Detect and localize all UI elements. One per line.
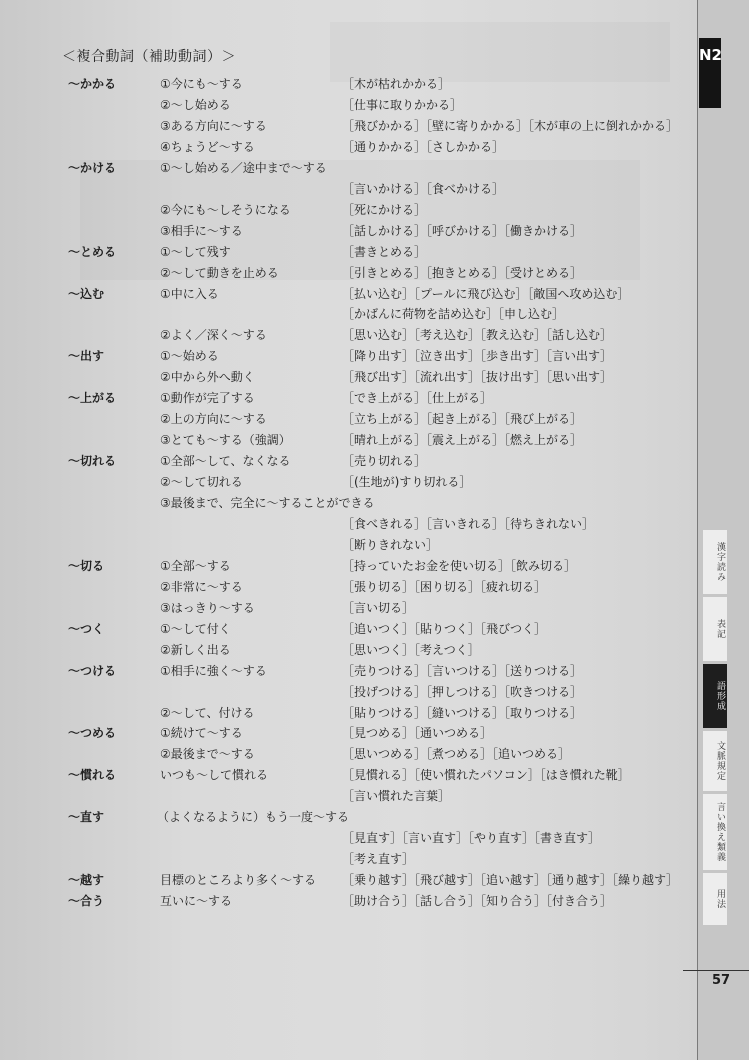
- verb-keyword: ～上がる: [68, 391, 117, 406]
- list-row: [0, 702, 690, 723]
- verb-examples: ［見直す］［言い直す］［やり直す］［書き直す］: [342, 831, 601, 846]
- tab-kanji-reading[interactable]: 漢字読み: [703, 530, 727, 594]
- list-row: [0, 764, 690, 785]
- verb-keyword: ～切れる: [68, 454, 117, 469]
- list-row: [0, 199, 690, 220]
- verb-keyword: ～越す: [68, 873, 105, 888]
- verb-meaning: ①今にも～する: [160, 77, 243, 91]
- verb-examples: ［話しかける］［呼びかける］［働きかける］: [342, 223, 583, 238]
- verb-meaning: ②～して切れる: [160, 475, 243, 490]
- list-row: [0, 534, 690, 555]
- verb-examples: ［でき上がる］［仕上がる］: [342, 391, 493, 406]
- verb-meaning: ①動作が完了する: [160, 391, 255, 406]
- verb-examples: ［投げつける］［押しつける］［吹きつける］: [342, 684, 583, 699]
- list-row: [0, 366, 690, 387]
- verb-meaning: ④ちょうど～する: [160, 139, 255, 154]
- verb-examples: ［晴れ上がる］［震え上がる］［燃え上がる］: [342, 433, 583, 448]
- list-row: [0, 555, 690, 576]
- tab-paraphrase[interactable]: 言い換え類義: [703, 794, 727, 870]
- verb-examples: ［食べきれる］［言いきれる］［待ちきれない］: [342, 516, 595, 531]
- verb-examples: ［降り出す］［泣き出す］［歩き出す］［言い出す］: [342, 349, 613, 364]
- verb-examples: ［思いつく］［考えつく］: [342, 642, 480, 657]
- list-row: [0, 262, 690, 283]
- list-row: [0, 576, 690, 597]
- verb-meaning: ③はっきり～する: [160, 600, 255, 615]
- verb-examples: ［死にかける］: [342, 202, 427, 217]
- list-row: [0, 806, 690, 827]
- list-row: [0, 450, 690, 471]
- verb-meaning: ③ある方向に～する: [160, 118, 267, 133]
- verb-keyword: ～直す: [68, 810, 105, 825]
- page-number-rule: [683, 970, 749, 971]
- list-row: [0, 471, 690, 492]
- list-row: [0, 785, 690, 806]
- verb-meaning: ①全部～する: [160, 558, 231, 573]
- list-row: [0, 94, 690, 115]
- verb-examples: ［持っていたお金を使い切る］［飲み切る］: [342, 558, 577, 573]
- verb-keyword: ～つく: [68, 621, 105, 636]
- verb-examples: ［乗り越す］［飛び越す］［追い越す］［通り越す］［繰り越す］: [342, 873, 679, 888]
- verb-keyword: ～合う: [68, 894, 105, 909]
- verb-examples: ［売りつける］［言いつける］［送りつける］: [342, 663, 583, 678]
- verb-examples: ［見つめる］［通いつめる］: [342, 726, 493, 741]
- verb-meaning: ②中から外へ動く: [160, 370, 255, 385]
- verb-meaning: ①続けて～する: [160, 726, 243, 741]
- list-row: [0, 303, 690, 324]
- verb-examples: ［言い切る］: [342, 600, 415, 615]
- list-row: [0, 492, 690, 513]
- verb-keyword: ～つめる: [68, 726, 117, 741]
- section-tabs: [703, 530, 727, 928]
- verb-keyword: ～かかる: [68, 77, 117, 91]
- list-row: [0, 324, 690, 345]
- verb-examples: ［かばんに荷物を詰め込む］［申し込む］: [342, 307, 565, 322]
- verb-meaning: ③最後まで、完全に～することができる: [160, 496, 375, 510]
- list-row: [0, 513, 690, 534]
- verb-meaning: ①～して付く: [160, 621, 231, 636]
- verb-examples: ［断りきれない］: [342, 537, 439, 552]
- page-number: 57: [712, 973, 731, 988]
- verb-examples: ［木が枯れかかる］: [342, 77, 451, 91]
- verb-examples: ［払い込む］［プールに飛び込む］［敵国へ攻め込む］: [342, 286, 630, 301]
- verb-examples: ［張り切る］［困り切る］［疲れ切る］: [342, 579, 547, 594]
- list-row: [0, 115, 690, 136]
- verb-meaning: ①相手に強く～する: [160, 663, 267, 678]
- tab-notation[interactable]: 表記: [703, 597, 727, 661]
- verb-meaning: いつも～して慣れる: [160, 768, 269, 783]
- verb-meaning: ②～し始める: [160, 97, 231, 112]
- level-badge: N2: [699, 38, 721, 108]
- list-row: [0, 429, 690, 450]
- list-row: [0, 681, 690, 702]
- tab-context[interactable]: 文脈規定: [703, 731, 727, 791]
- list-row: [0, 848, 690, 869]
- list-row: [0, 387, 690, 408]
- verb-meaning: ②新しく出る: [160, 642, 231, 657]
- verb-examples: ［思い込む］［考え込む］［教え込む］［話し込む］: [342, 328, 613, 343]
- list-row: [0, 283, 690, 304]
- verb-examples: ［(生地が)すり切れる］: [342, 475, 472, 490]
- verb-meaning: ③とても～する（強調）: [160, 433, 291, 448]
- list-row: [0, 639, 690, 660]
- verb-meaning: ①全部～して、なくなる: [160, 454, 291, 469]
- verb-examples: ［言いかける］［食べかける］: [342, 181, 505, 196]
- section-heading: ＜複合動詞（補助動詞）＞: [62, 49, 236, 65]
- verb-meaning: ②最後まで～する: [160, 747, 255, 762]
- verb-meaning: 目標のところより多く～する: [160, 873, 317, 888]
- verb-examples: ［仕事に取りかかる］: [342, 97, 463, 112]
- verb-keyword: ～つける: [68, 663, 117, 678]
- verb-meaning: ②～して、付ける: [160, 705, 255, 720]
- verb-examples: ［思いつめる］［煮つめる］［追いつめる］: [342, 747, 571, 762]
- verb-examples: ［助け合う］［話し合う］［知り合う］［付き合う］: [342, 894, 613, 909]
- verb-examples: ［言い慣れた言葉］: [342, 789, 451, 804]
- verb-keyword: ～出す: [68, 349, 105, 364]
- list-row: [0, 743, 690, 764]
- verb-keyword: ～込む: [68, 286, 105, 301]
- verb-meaning: ①～して残す: [160, 244, 231, 259]
- list-row: [0, 157, 690, 178]
- tab-usage[interactable]: 用法: [703, 873, 727, 925]
- verb-examples: ［書きとめる］: [342, 244, 427, 259]
- list-row: [0, 890, 690, 911]
- verb-meaning: ②今にも～しそうになる: [160, 202, 291, 217]
- verb-examples: ［引きとめる］［抱きとめる］［受けとめる］: [342, 265, 583, 280]
- list-row: [0, 220, 690, 241]
- list-row: [0, 869, 690, 890]
- list-row: [0, 597, 690, 618]
- verb-meaning: ②上の方向に～する: [160, 412, 267, 427]
- verb-examples: ［飛び出す］［流れ出す］［抜け出す］［思い出す］: [342, 370, 613, 385]
- verb-meaning: ①～始める: [160, 349, 219, 364]
- verb-meaning: ②よく／深く～する: [160, 328, 267, 343]
- verb-keyword: ～とめる: [68, 244, 117, 259]
- list-row: [0, 136, 690, 157]
- verb-examples: ［飛びかかる］［壁に寄りかかる］［木が車の上に倒れかかる］: [342, 118, 679, 133]
- tab-word-formation[interactable]: 語形成: [703, 664, 727, 728]
- verb-meaning: ③相手に～する: [160, 223, 243, 238]
- verb-examples: ［考え直す］: [342, 852, 415, 867]
- verb-meaning: 互いに～する: [160, 894, 233, 909]
- list-row: [0, 73, 690, 94]
- list-row: [0, 827, 690, 848]
- verb-examples: ［立ち上がる］［起き上がる］［飛び上がる］: [342, 412, 583, 427]
- verb-examples: ［追いつく］［貼りつく］［飛びつく］: [342, 621, 547, 636]
- verb-examples: ［見慣れる］［使い慣れたパソコン］［はき慣れた靴］: [342, 768, 630, 783]
- list-row: [0, 178, 690, 199]
- list-row: [0, 660, 690, 681]
- verb-meaning: ②～して動きを止める: [160, 265, 279, 280]
- list-row: [0, 722, 690, 743]
- verb-examples: ［貼りつける］［縫いつける］［取りつける］: [342, 705, 583, 720]
- list-row: [0, 241, 690, 262]
- verb-meaning: ②非常に～する: [160, 579, 243, 594]
- verb-meaning: ①中に入る: [160, 286, 219, 301]
- verb-examples: ［売り切れる］: [342, 454, 427, 469]
- verb-keyword: ～慣れる: [68, 768, 117, 783]
- verb-keyword: ～切る: [68, 558, 105, 573]
- list-row: [0, 408, 690, 429]
- verb-meaning: （よくなるように）もう一度～する: [157, 810, 350, 825]
- verb-keyword: ～かける: [68, 160, 117, 175]
- list-row: [0, 345, 690, 366]
- list-row: [0, 618, 690, 639]
- verb-examples: ［通りかかる］［さしかかる］: [342, 139, 505, 154]
- verb-meaning: ①～し始める／途中まで～する: [160, 160, 327, 175]
